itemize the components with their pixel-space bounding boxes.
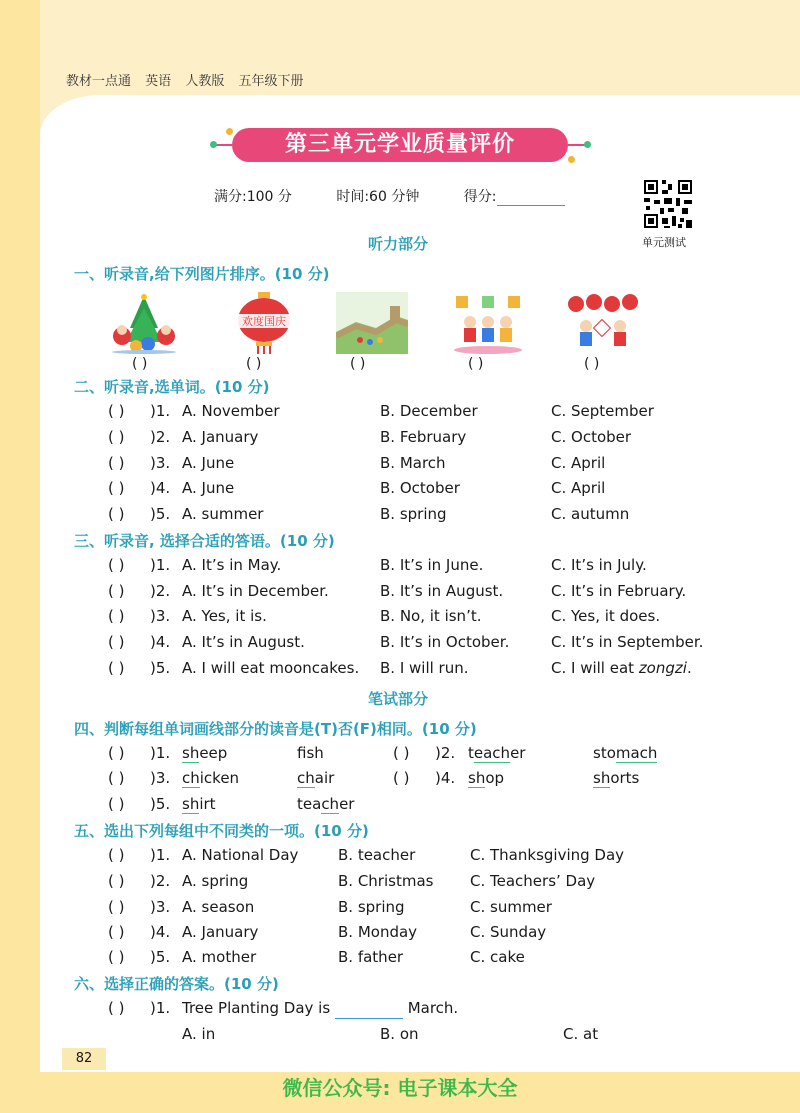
option-c: C. It’s in February.	[551, 582, 687, 600]
writing-part-heading: 笔试部分	[368, 690, 429, 708]
picture-answer-5[interactable]: ( )	[584, 356, 600, 372]
qr-label: 单元测试	[642, 236, 686, 249]
section-3-heading: 三、听录音, 选择合适的答语。(10 分)	[74, 532, 335, 550]
question-number: )3.	[150, 898, 171, 916]
answer-paren[interactable]: ( )	[108, 923, 125, 941]
option-a: A. It’s in August.	[182, 633, 305, 651]
picture-answer-1[interactable]: ( )	[132, 356, 148, 372]
word-1: chicken	[182, 769, 240, 787]
page-title: 第三单元学业质量评价	[232, 128, 568, 162]
option-c: C. Yes, it does.	[551, 607, 661, 625]
word-2: fsh	[297, 744, 324, 762]
option-c-text: C. I will eat	[551, 659, 639, 677]
page-number: 82	[62, 1048, 106, 1070]
answer-paren[interactable]: ( )	[108, 744, 125, 762]
option-c: C. at	[563, 1025, 599, 1043]
option-b: B. spring	[380, 505, 447, 523]
option-c: C. September	[551, 402, 654, 420]
answer-paren[interactable]: ( )	[108, 556, 125, 574]
option-c: C. It’s in July.	[551, 556, 647, 574]
option-b: B. teacher	[338, 846, 416, 864]
header-subject: 英语	[145, 74, 172, 89]
option-a: A. in	[182, 1025, 216, 1043]
option-a: A. It’s in May.	[182, 556, 282, 574]
option-c: C. April	[551, 479, 606, 497]
section-1-heading: 一、听录音,给下列图片排序。(10 分)	[74, 265, 330, 283]
fill-in-blank[interactable]	[335, 1002, 403, 1019]
childrens-day-icon	[452, 292, 524, 354]
option-a: A. National Day	[182, 846, 299, 864]
answer-paren[interactable]: ( )	[108, 633, 125, 651]
option-b: B. December	[380, 402, 478, 420]
section-2-heading: 二、听录音,选单词。(10 分)	[74, 378, 270, 396]
question-text-end: March.	[402, 999, 459, 1017]
question-number: )1.	[150, 999, 171, 1017]
option-c	[551, 657, 692, 679]
option-b: B. It’s in August.	[380, 582, 504, 600]
answer-paren[interactable]: ( )	[108, 795, 125, 813]
option-b: B. I will run.	[380, 659, 469, 677]
question-text-start: Tree Planting Day is	[182, 999, 335, 1017]
book-header	[66, 70, 313, 89]
answer-paren[interactable]: ( )	[108, 872, 125, 890]
banner-dot-left	[210, 141, 217, 148]
option-c: C. cake	[470, 948, 525, 966]
question-number: )5.	[150, 795, 171, 813]
question-number: )5.	[150, 505, 171, 523]
question-number: )4.	[435, 769, 456, 787]
option-c: C. It’s in September.	[551, 633, 704, 651]
option-b: B. October	[380, 479, 460, 497]
question-number: )2.	[150, 428, 171, 446]
svg-text:欢度国庆: 欢度国庆	[242, 315, 286, 328]
answer-paren[interactable]: ( )	[393, 769, 410, 787]
listening-part-heading: 听力部分	[368, 235, 429, 253]
score-label: 得分:	[463, 189, 497, 205]
picture-answer-2[interactable]: ( )	[246, 356, 262, 372]
option-c: C. Teachers’ Day	[470, 872, 596, 890]
option-c: C. summer	[470, 898, 552, 916]
banner-dot-right-bottom	[568, 156, 575, 163]
option-b: B. father	[338, 948, 404, 966]
score-line	[214, 186, 605, 206]
question-number: )1.	[150, 846, 171, 864]
word-1: shirt	[182, 795, 216, 813]
section-6-heading: 六、选择正确的答案。(10 分)	[74, 975, 279, 993]
option-b: B. spring	[338, 898, 405, 916]
option-c: C. Thanksgiving Day	[470, 846, 625, 864]
banner-dot-left-top	[226, 128, 233, 135]
banner-dot-right	[584, 141, 591, 148]
header-book-name: 教材一点通	[66, 74, 132, 89]
answer-paren[interactable]: ( )	[108, 428, 125, 446]
picture-answer-3[interactable]: ( )	[350, 356, 366, 372]
section-5-heading: 五、选出下列每组中不同类的一项。(10 分)	[74, 822, 369, 840]
option-b: B. March	[380, 454, 446, 472]
word-2: chair	[297, 769, 335, 787]
answer-paren[interactable]: ( )	[108, 479, 125, 497]
christmas-icon	[108, 292, 180, 354]
option-c-period: .	[686, 659, 692, 677]
page-background-left-strip	[0, 0, 40, 1113]
picture-answer-4[interactable]: ( )	[468, 356, 484, 372]
question-number: )4.	[150, 923, 171, 941]
answer-paren[interactable]: ( )	[108, 582, 125, 600]
answer-paren[interactable]: ( )	[108, 607, 125, 625]
question-number: )1.	[150, 744, 171, 762]
option-c: C. October	[551, 428, 632, 446]
question-text	[182, 997, 458, 1019]
answer-paren[interactable]: ( )	[108, 402, 125, 420]
option-a: A. June	[182, 479, 235, 497]
question-number: )2.	[150, 872, 171, 890]
question-number: )2.	[150, 582, 171, 600]
option-c: C. autumn	[551, 505, 630, 523]
question-number: )3.	[150, 454, 171, 472]
word-2: teacher	[297, 795, 355, 813]
answer-paren[interactable]: ( )	[393, 744, 410, 762]
word-3: shop	[468, 769, 505, 787]
option-a: A. January	[182, 923, 259, 941]
question-number: )1.	[150, 402, 171, 420]
question-number: )2.	[435, 744, 456, 762]
option-a: A. summer	[182, 505, 264, 523]
question-number: )5.	[150, 659, 171, 677]
question-number: )3.	[150, 607, 171, 625]
option-b: B. Monday	[338, 923, 418, 941]
option-a: A. January	[182, 428, 259, 446]
answer-paren[interactable]: ( )	[108, 505, 125, 523]
option-b: B. February	[380, 428, 467, 446]
header-edition: 人教版	[185, 74, 225, 89]
header-grade: 五年级下册	[238, 74, 304, 89]
option-b: B. on	[380, 1025, 419, 1043]
option-a: A. season	[182, 898, 255, 916]
option-b: B. It’s in October.	[380, 633, 510, 651]
option-a: A. I will eat mooncakes.	[182, 659, 360, 677]
option-b: B. Christmas	[338, 872, 434, 890]
question-number: )4.	[150, 479, 171, 497]
option-c-italic-word: zongzi	[638, 659, 687, 677]
option-a: A. November	[182, 402, 280, 420]
word-4: shorts	[593, 769, 640, 787]
option-a: A. It’s in December.	[182, 582, 329, 600]
answer-paren[interactable]: ( )	[108, 769, 125, 787]
question-number: )4.	[150, 633, 171, 651]
question-number: )3.	[150, 769, 171, 787]
word-1: sheep	[182, 744, 228, 762]
answer-paren[interactable]: ( )	[108, 454, 125, 472]
wechat-watermark: 微信公众号: 电子课本大全	[282, 1076, 518, 1100]
time-limit: 时间:60 分钟	[336, 189, 420, 205]
option-a: A. spring	[182, 872, 249, 890]
answer-paren[interactable]: ( )	[108, 948, 125, 966]
answer-paren[interactable]: ( )	[108, 659, 125, 677]
option-c: C. April	[551, 454, 606, 472]
option-c: C. Sunday	[470, 923, 547, 941]
national-day-lantern-icon	[228, 292, 300, 354]
option-a: A. June	[182, 454, 235, 472]
score-blank[interactable]	[497, 189, 565, 206]
option-b: B. It’s in June.	[380, 556, 484, 574]
answer-paren[interactable]: ( )	[108, 999, 125, 1017]
word-4: stomach	[593, 744, 658, 762]
answer-paren[interactable]: ( )	[108, 898, 125, 916]
answer-paren[interactable]: ( )	[108, 846, 125, 864]
full-score: 满分:100 分	[214, 189, 292, 205]
question-number: )5.	[150, 948, 171, 966]
new-year-icon	[566, 292, 638, 354]
section-4-heading: 四、判断每组单词画线部分的读音是(T)否(F)相同。(10 分)	[74, 720, 477, 738]
qr-code-icon[interactable]	[642, 178, 694, 230]
question-number: )1.	[150, 556, 171, 574]
option-b: B. No, it isn’t.	[380, 607, 482, 625]
option-a: A. Yes, it is.	[182, 607, 267, 625]
great-wall-icon	[336, 292, 408, 354]
option-a: A. mother	[182, 948, 257, 966]
word-3: teacher	[468, 744, 526, 762]
